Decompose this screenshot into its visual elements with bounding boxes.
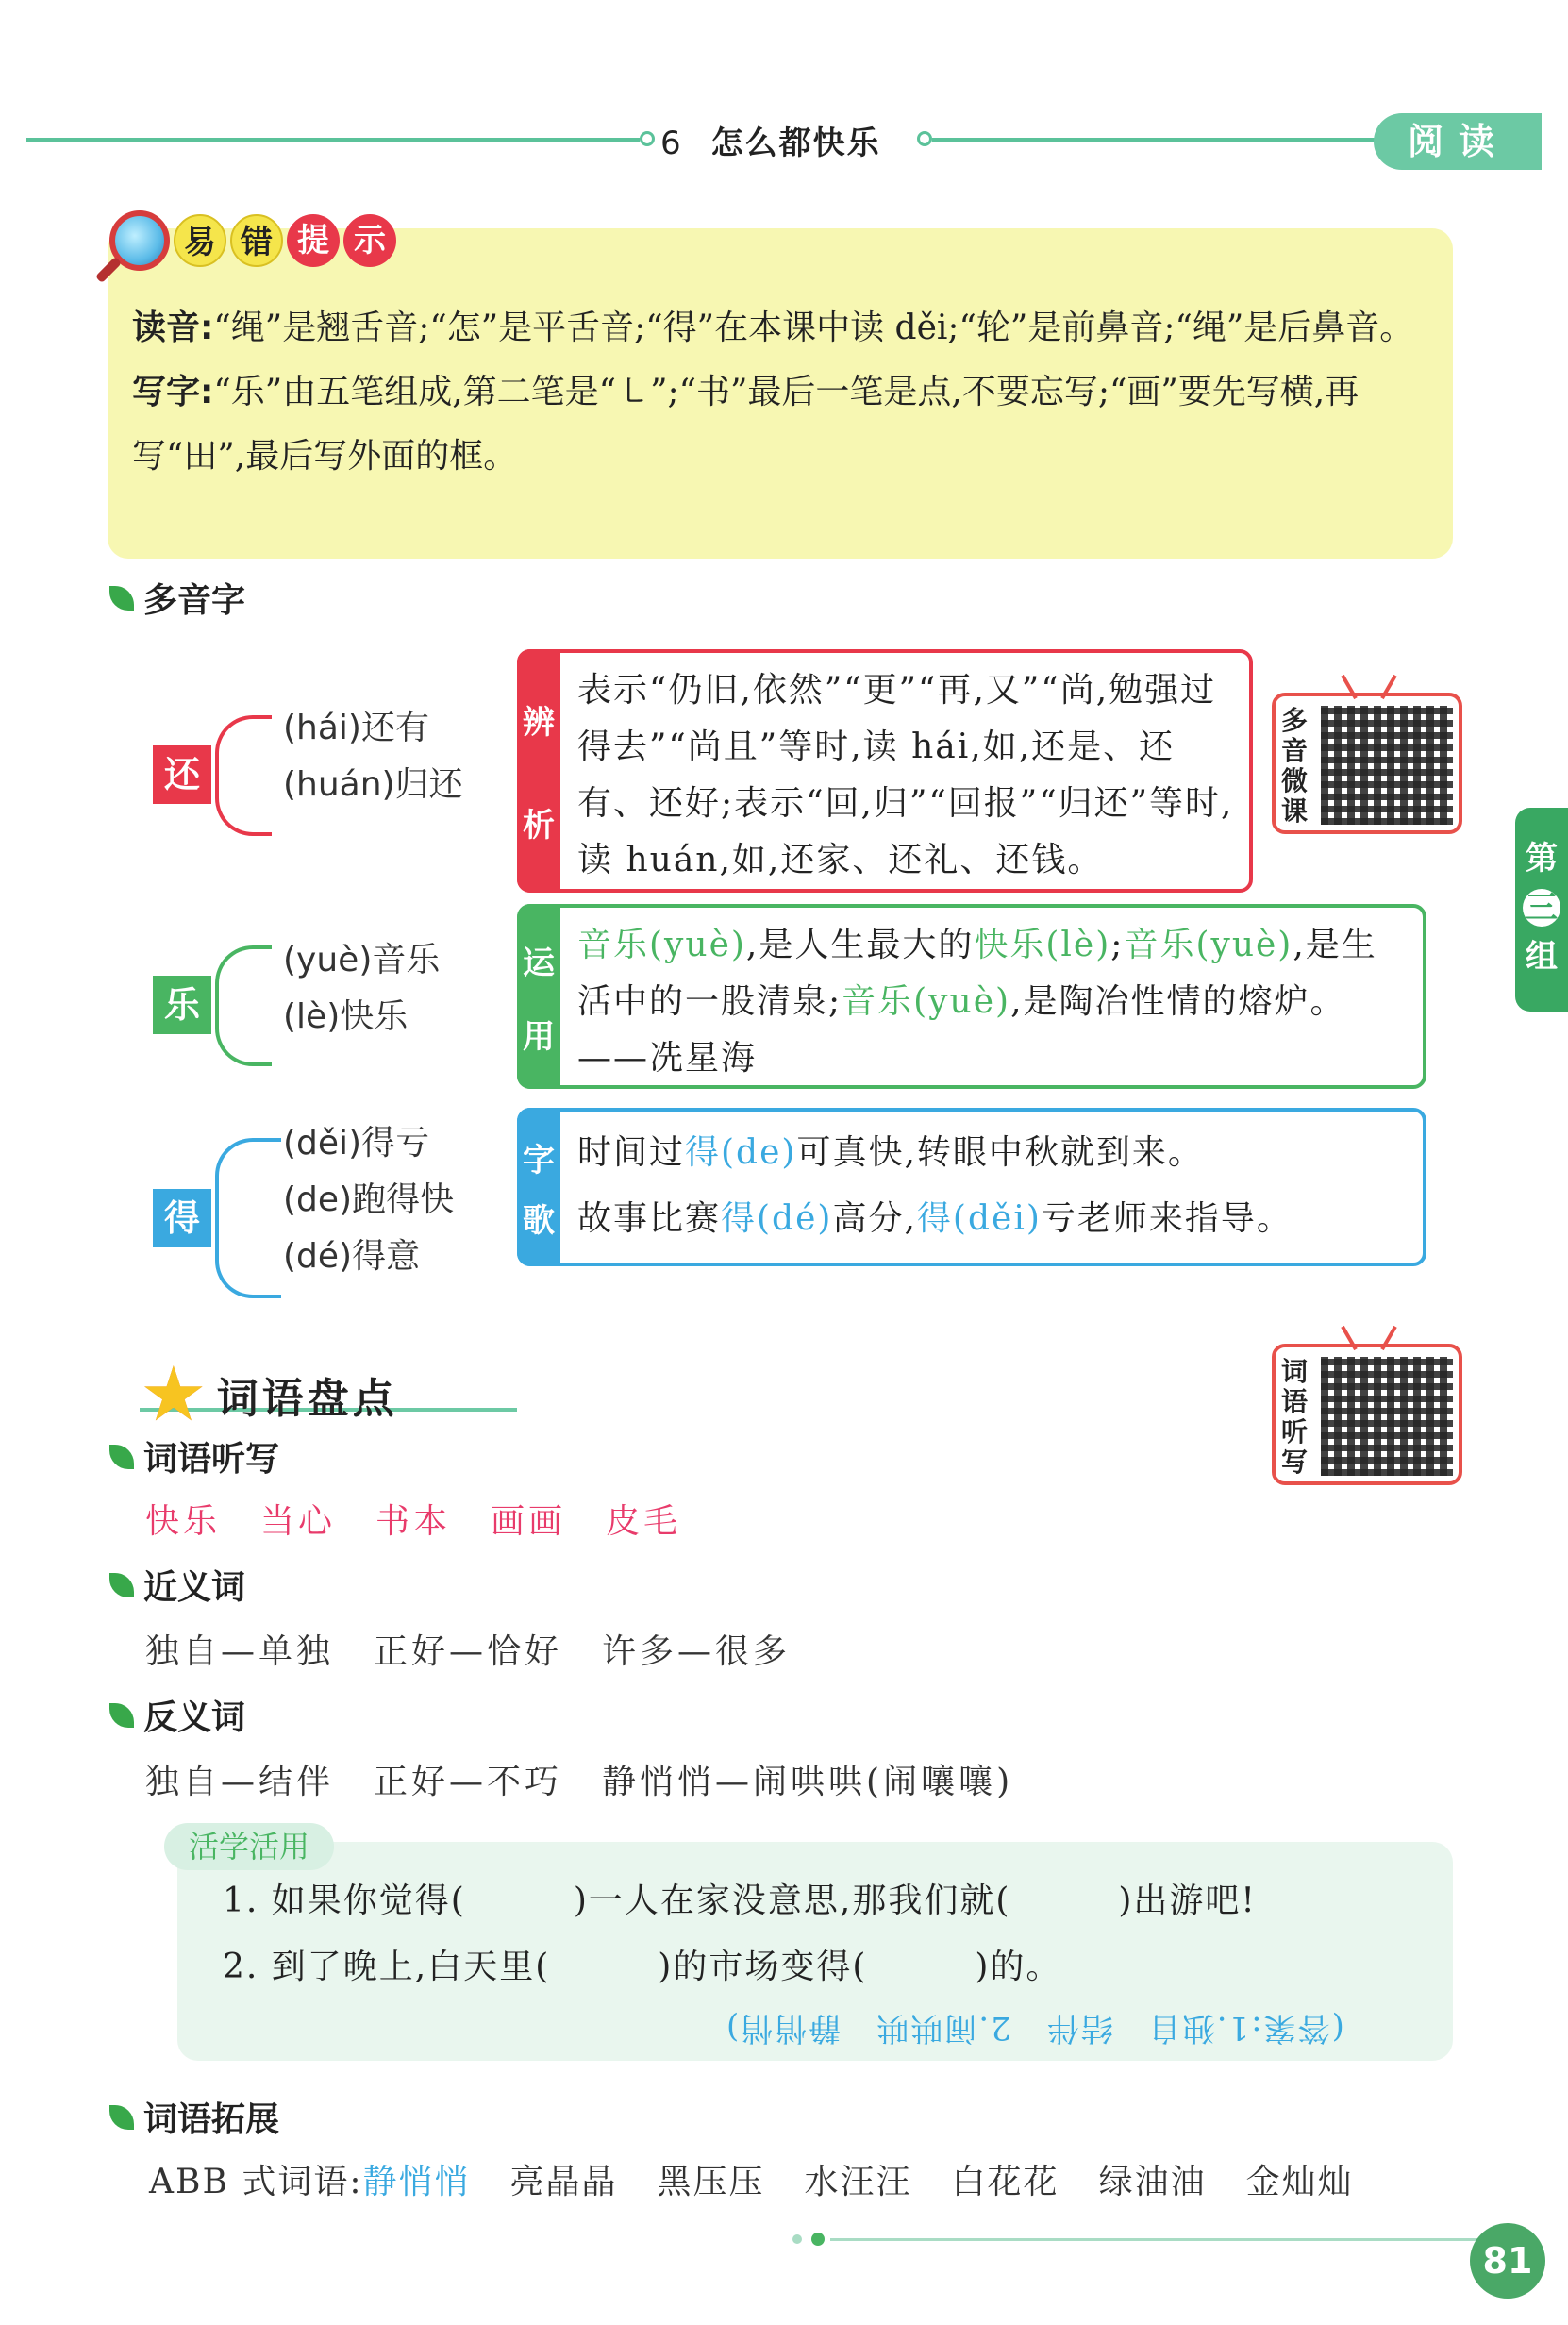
side-tab-char: 三 [1523, 889, 1560, 927]
lesson-title [660, 117, 881, 163]
tip-label-writing: 写字: [132, 373, 214, 411]
heading-text: 近义词 [143, 1568, 246, 1607]
reading: (yuè)音乐 [283, 941, 441, 979]
text-run: 高分, [832, 1199, 917, 1238]
heading-text: 多音字 [143, 581, 246, 620]
synonym-pairs [145, 1625, 830, 1673]
abb-words [149, 2155, 1393, 2203]
panel-label [517, 649, 560, 893]
error-tip-badge [109, 208, 396, 274]
badge-char: 易 [174, 214, 226, 267]
qr-label-char: 微 [1281, 765, 1309, 796]
highlight-text: 音乐(yuè) [577, 926, 746, 964]
panel-rhyme [517, 1108, 1426, 1266]
word: 快乐 [145, 1502, 222, 1541]
unit-side-tab [1515, 808, 1568, 1012]
section-tab-reading: 阅读 [1374, 113, 1542, 170]
tip-writing [132, 360, 1428, 489]
highlight-text: 得(děi) [916, 1199, 1042, 1238]
heading-extension [109, 2093, 279, 2141]
highlight-text: 音乐(yuè) [1124, 926, 1293, 964]
vocab-title-text: 词语盘点 [216, 1375, 398, 1423]
side-tab-char: 组 [1526, 938, 1558, 976]
reading: (děi)得亏 [283, 1124, 430, 1162]
char-le: 乐 [153, 976, 211, 1034]
heading-synonyms [109, 1561, 245, 1609]
qr-label-char: 课 [1281, 795, 1309, 827]
vocab-title [140, 1350, 398, 1438]
badge-char: 提 [287, 214, 340, 267]
practice-question-1: 1. 如果你觉得( )一人在家没意思,那我们就( )出游吧! [223, 1882, 1257, 1920]
qr-label-char: 音 [1281, 735, 1309, 766]
panel-label-char: 运 [523, 944, 555, 982]
panel-label-char: 字 [523, 1141, 555, 1179]
qr-label [1281, 1357, 1315, 1478]
word: 皮毛 [606, 1502, 682, 1541]
word: 静悄悄 [362, 2163, 471, 2201]
antenna [1380, 675, 1396, 699]
word: 书本 [375, 1502, 452, 1541]
leaf-icon [109, 1703, 134, 1728]
page [26, 19, 1558, 2306]
tip-pronunciation [132, 296, 1428, 360]
antonym-pairs [145, 1755, 1053, 1803]
dictation-words [145, 1495, 721, 1543]
word: 白花花 [951, 2163, 1059, 2201]
lesson-name: 怎么都快乐 [710, 125, 881, 162]
text-run: ; [1110, 926, 1125, 964]
word: 水汪汪 [804, 2163, 912, 2201]
badge-char: 示 [343, 214, 396, 267]
panel-label-char: 辨 [523, 704, 555, 742]
panel-text: 表示“仍旧,依然”“更”“再,又”“尚,勉强过得去”“尚且”等时,读 hái,如,还是、还有、还好;表示“回,归”“回报”“归还”等时,读 huán,如,还家、还礼、还钱。 [577, 671, 1234, 879]
word-pair: 静悄悄—闹哄哄(闹嚷嚷) [602, 1763, 1014, 1801]
heading-antonyms [109, 1691, 245, 1739]
text-run: 时间过 [577, 1133, 686, 1172]
lesson-number: 6 [660, 125, 683, 162]
text-run: 亏老师来指导。 [1041, 1199, 1293, 1238]
text-run: ,是生活中的一股清泉; [577, 926, 1377, 1021]
text-run: 故事比赛 [577, 1199, 722, 1238]
antenna [1380, 1326, 1396, 1350]
footer-dot [792, 2234, 802, 2244]
char-de: 得 [153, 1189, 211, 1247]
footer-rule [830, 2238, 1491, 2241]
qr-vocab-dictation[interactable] [1272, 1344, 1462, 1485]
word-pair: 正好—不巧 [374, 1763, 563, 1801]
word: 黑压压 [657, 2163, 765, 2201]
header-rule-right [932, 138, 1404, 142]
panel-text [577, 1125, 1410, 1247]
header-rule-left [26, 138, 640, 142]
panel-usage [517, 904, 1426, 1089]
highlight-text: 音乐(yuè) [842, 982, 1011, 1021]
qr-code-icon[interactable] [1321, 706, 1453, 825]
heading-polyphonic [109, 574, 245, 622]
text-run: 可真快,转眼中秋就到来。 [796, 1133, 1204, 1172]
reading-list [283, 700, 463, 813]
footer-dot [811, 2233, 825, 2246]
reading-list [283, 1115, 454, 1285]
heading-text: 词语听写 [143, 1440, 280, 1479]
qr-label-char: 语 [1281, 1386, 1309, 1417]
reading: (dé)得意 [283, 1237, 421, 1276]
page-number: 81 [1470, 2223, 1545, 2299]
brace [215, 1138, 281, 1298]
tip-text-pronunciation: “绳”是翘舌音;“怎”是平舌音;“得”在本课中读 děi;“轮”是前鼻音;“绳”是后鼻音。 [213, 309, 1414, 347]
heading-dictation [109, 1432, 279, 1480]
word: 绿油油 [1098, 2163, 1207, 2201]
reading: (de)跑得快 [283, 1180, 455, 1219]
tip-label-pronunciation: 读音: [132, 309, 214, 347]
panel-label-char: 歌 [523, 1201, 555, 1240]
header-rule-dot [917, 131, 932, 146]
highlight-text: 得(de) [685, 1133, 797, 1172]
qr-label-char: 听 [1281, 1416, 1309, 1447]
antenna [1341, 675, 1357, 699]
char-huan: 还 [153, 745, 211, 804]
brace [215, 945, 272, 1066]
qr-code-icon[interactable] [1321, 1357, 1453, 1476]
rhyme-line [577, 1191, 1410, 1247]
abb-label: ABB 式词语: [149, 2163, 363, 2201]
highlight-text: 快乐(lè) [974, 926, 1111, 964]
practice-question-2: 2. 到了晚上,白天里( )的市场变得( )的。 [223, 1948, 1062, 1986]
magnifier-icon [109, 210, 170, 271]
word: 亮晶晶 [509, 2163, 618, 2201]
error-tip-box [108, 228, 1453, 559]
heading-text: 反义词 [143, 1698, 246, 1737]
star-icon: ★ [140, 1350, 208, 1438]
practice-answer: (答案:1.独自 结伴 2.闹哄哄 静悄悄) [725, 2009, 1344, 2047]
word-pair: 正好—恰好 [374, 1632, 563, 1671]
antenna [1341, 1326, 1357, 1350]
practice-tag: 活学活用 [164, 1823, 334, 1870]
reading-list [283, 932, 440, 1045]
qr-polyphonic-lesson[interactable] [1272, 693, 1462, 834]
word-pair: 许多—很多 [602, 1632, 792, 1671]
reading: (hái)还有 [283, 709, 429, 747]
highlight-text: 得(dé) [721, 1199, 833, 1238]
rhyme-line [577, 1125, 1410, 1181]
text-run: ,是陶冶性情的熔炉。——冼星海 [577, 982, 1346, 1078]
qr-label-char: 词 [1281, 1356, 1309, 1387]
brace [215, 715, 272, 836]
qr-label [1281, 706, 1315, 827]
panel-text [577, 917, 1410, 1087]
word: 金灿灿 [1245, 2163, 1354, 2201]
tip-text-writing: “乐”由五笔组成,第二笔是“㇄”;“书”最后一笔是点,不要忘写;“画”要先写横,再写“田”,最后写外面的框。 [132, 373, 1359, 476]
reading: (huán)归还 [283, 765, 463, 804]
word-pair: 独自—单独 [145, 1632, 335, 1671]
leaf-icon [109, 1445, 134, 1469]
text-run: ,是人生最大的 [745, 926, 975, 964]
heading-text: 词语拓展 [143, 2100, 280, 2139]
word: 当心 [260, 1502, 337, 1541]
side-tab-char: 第 [1526, 840, 1558, 878]
leaf-icon [109, 586, 134, 611]
leaf-icon [109, 2105, 134, 2130]
panel-label [517, 1108, 560, 1266]
panel-label [517, 904, 560, 1089]
header-rule-dot [640, 131, 655, 146]
badge-char: 错 [230, 214, 283, 267]
panel-analysis [517, 649, 1253, 893]
word-pair: 独自—结伴 [145, 1763, 335, 1801]
reading: (lè)快乐 [283, 997, 409, 1036]
leaf-icon [109, 1573, 134, 1597]
qr-label-char: 写 [1281, 1447, 1309, 1478]
qr-label-char: 多 [1281, 705, 1309, 736]
word: 画画 [491, 1502, 567, 1541]
panel-label-char: 用 [523, 1017, 555, 1056]
panel-label-char: 析 [523, 807, 555, 845]
